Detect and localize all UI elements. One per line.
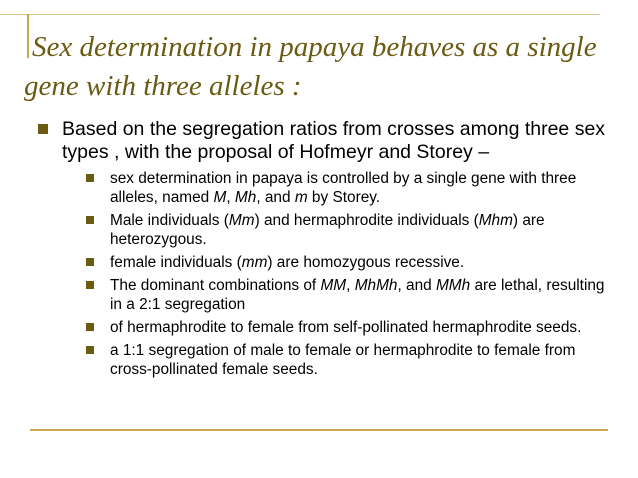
sub-bullet-point: [36, 211, 616, 249]
sub-bullet-text: of hermaphrodite to female from self-pollinated hermaphrodite seeds.: [110, 319, 582, 336]
sub-bullet-text: by Storey.: [307, 189, 381, 206]
sub-bullet-text: , and: [397, 277, 436, 294]
sub-bullet-text: female individuals (: [110, 254, 242, 271]
title-line-1: Sex determination in papaya behaves as a single: [32, 31, 597, 63]
square-bullet-icon: [86, 174, 94, 182]
sub-bullet-text: sex determination in papaya is controlled by a single gene with three alleles, named: [110, 170, 577, 206]
sub-bullet-text: ,: [346, 277, 355, 294]
slide-content: [36, 118, 616, 383]
sub-bullet-text: Male individuals (: [110, 212, 229, 229]
main-bullet-text: Based on the segregation ratios from crosses among three sex types , with the proposal of Hofmeyr and Storey –: [62, 118, 606, 163]
sub-bullet-text: ) and hermaphrodite individuals (: [254, 212, 479, 229]
allele-symbol: mm: [241, 254, 268, 271]
top-rule: [0, 14, 600, 15]
allele-symbol: m: [294, 189, 308, 206]
slide-title: [24, 28, 622, 106]
sub-bullet-text: , and: [256, 189, 295, 206]
square-bullet-icon: [86, 258, 94, 266]
allele-symbol: Mh: [234, 189, 257, 206]
square-bullet-icon: [86, 216, 94, 224]
sub-bullet-point: [36, 341, 616, 379]
square-bullet-icon: [86, 346, 94, 354]
allele-symbol: M: [213, 189, 227, 206]
allele-symbol: MMh: [435, 277, 471, 294]
sub-bullet-text: The dominant combinations of: [110, 277, 321, 294]
sub-bullet-point: [36, 276, 616, 314]
sub-bullet-text: ,: [226, 189, 235, 206]
allele-symbol: MhMh: [354, 277, 398, 294]
sub-bullet-text: are lethal, resulting in a 2:1 segregation: [110, 277, 605, 313]
sub-bullet-point: [36, 253, 616, 272]
sub-bullet-point: [36, 169, 616, 207]
allele-symbol: MM: [320, 277, 347, 294]
sub-bullet-text: ) are homozygous recessive.: [267, 254, 465, 271]
square-bullet-icon: [86, 323, 94, 331]
title-line-2: gene with three alleles :: [24, 70, 302, 102]
left-accent-rule: [27, 14, 29, 58]
allele-symbol: Mm: [228, 212, 255, 229]
bottom-rule: [30, 429, 608, 431]
allele-symbol: Mhm: [478, 212, 513, 229]
sub-bullet-point: [36, 318, 616, 337]
sub-bullet-text: a 1:1 segregation of male to female or hermaphrodite to female from cross-pollinated female seeds.: [110, 342, 576, 378]
main-bullet-point: [36, 118, 616, 164]
square-bullet-icon: [38, 124, 48, 134]
sub-bullet-text: ) are heterozygous.: [110, 212, 545, 248]
square-bullet-icon: [86, 281, 94, 289]
sub-bullet-list: [36, 169, 616, 379]
